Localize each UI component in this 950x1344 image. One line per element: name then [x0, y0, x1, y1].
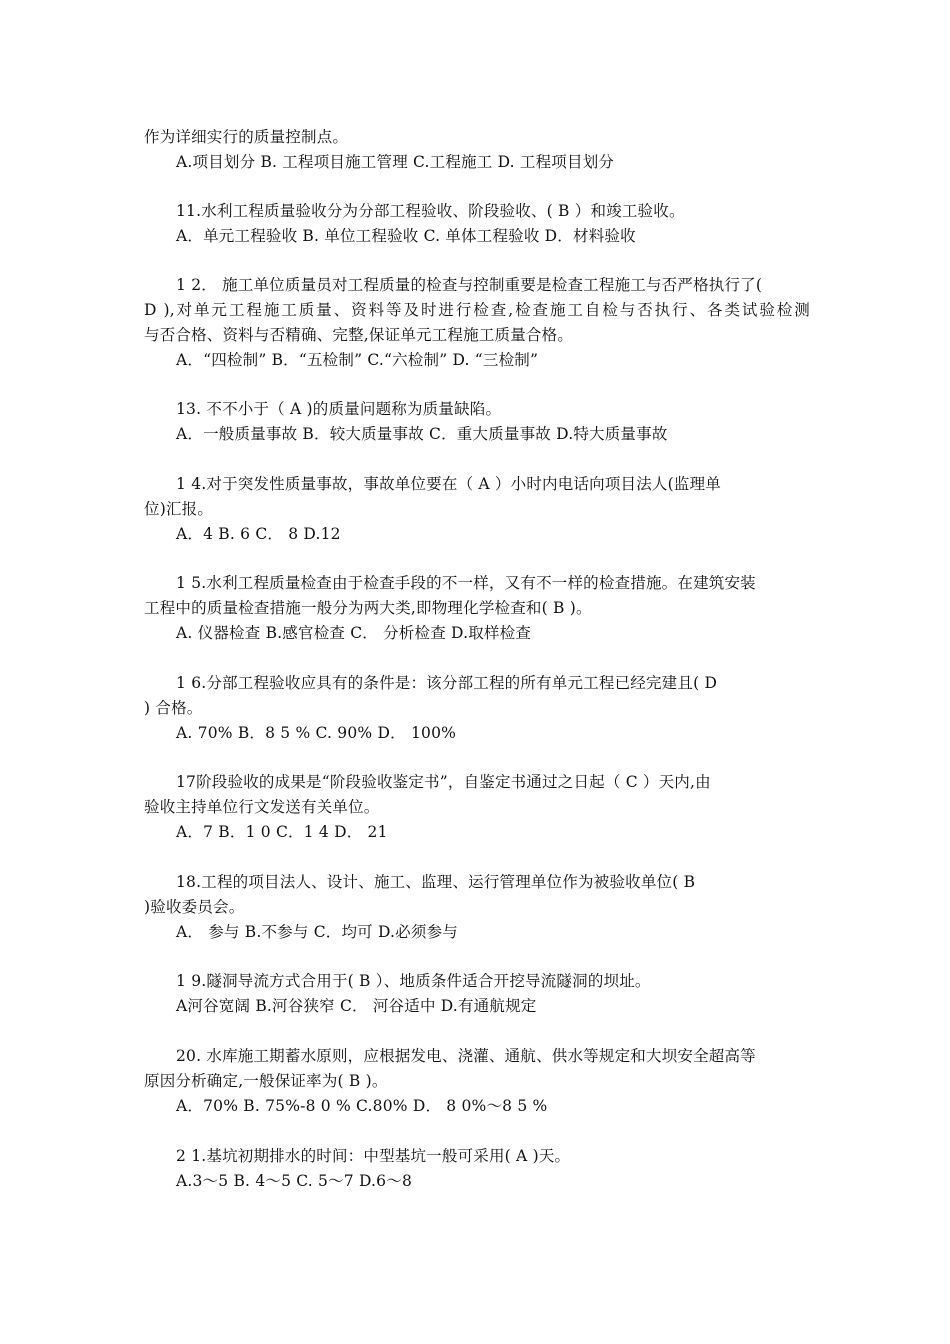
options-line: A河谷宽阔 B.河谷狭窄 C． 河谷适中 D.有通航规定	[176, 997, 537, 1015]
question-line: 13. 不不小于（ A )的质量问题称为质量缺陷。	[176, 400, 502, 418]
options-line: A．7 B．1 0 C．1 4 D． 21	[176, 823, 388, 841]
question-line: 1 5.水利工程质量检查由于检查手段的不一样，又有不一样的检查措施。在建筑安装	[176, 574, 756, 592]
question-line: 1 2． 施工单位质量员对工程质量的检查与控制重要是检查工程施工与否严格执行了(	[176, 276, 763, 294]
options-line: A.3～5 B. 4～5 C. 5～7 D.6～8	[176, 1172, 413, 1190]
options-line: A．70% B. 75%-8 0 % C.80% D． 8 0%～8 5 %	[176, 1097, 548, 1115]
question-line: D ),对单元工程施工质量、资料等及时进行检查,检查施工自检与否执行、各类试验检测	[144, 301, 810, 319]
options-line: A. 70% B．8 5 % C. 90% D． 100%	[176, 724, 457, 742]
question-line: 20. 水库施工期蓄水原则，应根据发电、浇灌、通航、供水等规定和大坝安全超高等	[176, 1047, 756, 1065]
question-line: ) 合格。	[144, 699, 203, 717]
question-line: 1 9.隧洞导流方式合用于( B ）、地质条件适合开挖导流隧洞的坝址。	[176, 972, 651, 990]
question-line: 位)汇报。	[144, 500, 214, 518]
options-line: A．单元工程验收 B. 单位工程验收 C. 单体工程验收 D．材料验收	[176, 227, 636, 245]
options-line: A. 仪器检查 B.感官检查 C． 分析检查 D.取样检查	[176, 624, 532, 642]
options-line: A．一般质量事故 B．较大质量事故 C．重大质量事故 D.特大质量事故	[176, 425, 668, 443]
question-line: 1 4.对于突发性质量事故，事故单位要在（ A ）小时内电话向项目法人(监理单	[176, 475, 721, 493]
question-line: 11.水利工程质量验收分为分部工程验收、阶段验收、( B ）和竣工验收。	[176, 202, 685, 220]
options-line: A.项目划分 B. 工程项目施工管理 C.工程施工 D. 工程项目划分	[176, 153, 615, 171]
question-line: 与否合格、资料与否精确、完整,保证单元工程施工质量合格。	[144, 326, 574, 344]
question-line: 18.工程的项目法人、设计、施工、监理、运行管理单位作为被验收单位( B	[176, 873, 696, 891]
question-line: )验收委员会。	[144, 898, 245, 916]
question-line: 原因分析确定,一般保证率为( B )。	[144, 1072, 388, 1090]
text-line: 作为详细实行的质量控制点。	[144, 128, 349, 146]
options-line: A．“四检制” B．“五检制” C.“六检制” D. “三检制”	[176, 351, 539, 369]
options-line: A．4 B. 6 C． 8 D.12	[176, 525, 341, 543]
question-line: 1 6.分部工程验收应具有的条件是：该分部工程的所有单元工程已经完建且( D	[176, 674, 718, 692]
question-line: 工程中的质量检查措施一般分为两大类,即物理化学检查和( B )。	[144, 599, 592, 617]
question-line: 2 1.基坑初期排水的时间：中型基坑一般可采用( A )天。	[176, 1147, 571, 1165]
options-line: A． 参与 B.不参与 C．均可 D.必须参与	[176, 923, 458, 941]
question-line: 验收主持单位行文发送有关单位。	[144, 798, 380, 816]
question-line: 17阶段验收的成果是“阶段验收鉴定书”，自鉴定书通过之日起（ C ）天内,由	[176, 773, 711, 791]
